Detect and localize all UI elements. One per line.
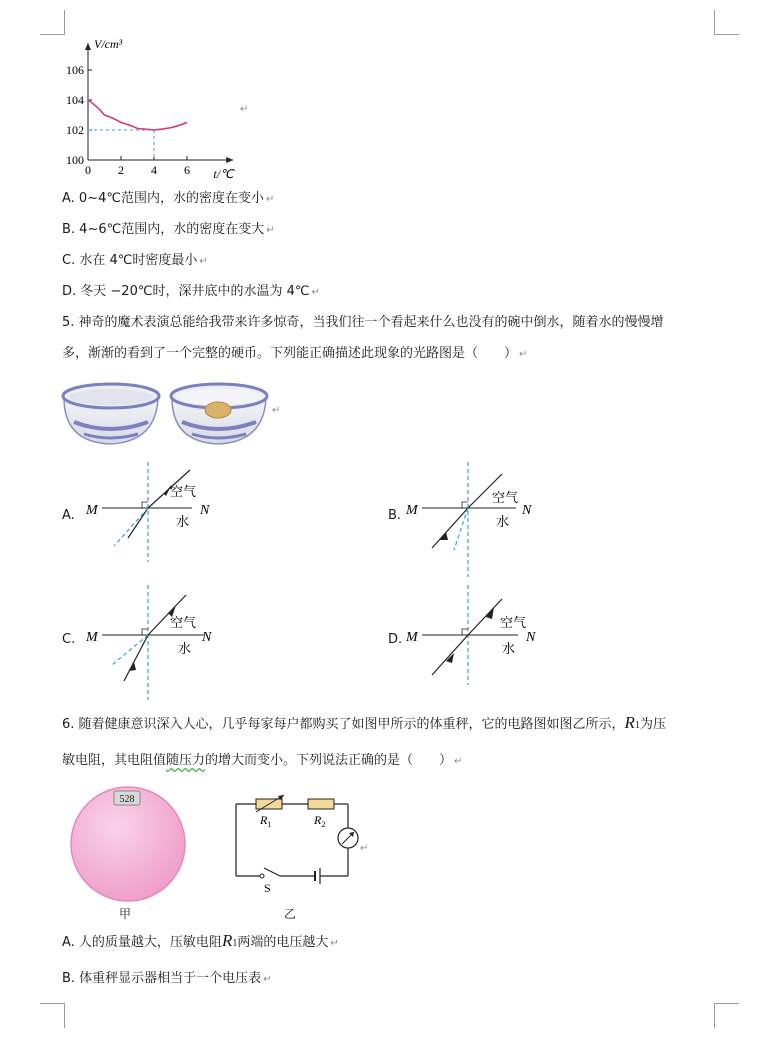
light-path-diagram-c bbox=[82, 585, 222, 700]
q6-stem-line-1: 6. 随着健康意识深入人心，几乎每家每户都购买了如图甲所示的体重秤，它的电路图如图乙所示，R1为压 bbox=[62, 713, 666, 732]
svg-text:R1: $R_1$ bbox=[260, 813, 272, 829]
x-axis-arrow bbox=[226, 157, 233, 163]
water-bowl-with-coin bbox=[171, 384, 267, 444]
volume-temperature-chart bbox=[55, 30, 255, 180]
y-axis-label: V/cm³ bbox=[94, 37, 123, 51]
svg-text:空气: 空气 bbox=[500, 616, 527, 631]
y-tick-label: 102 bbox=[66, 123, 84, 137]
page-corner-bottom-left bbox=[40, 1003, 65, 1028]
svg-text:M: M bbox=[406, 630, 418, 645]
x-tick-label: 2 bbox=[118, 163, 124, 177]
svg-text:水: 水 bbox=[502, 642, 516, 657]
x-tick-label: 0 bbox=[85, 163, 91, 177]
y-tick-label: 100 bbox=[66, 153, 84, 167]
coin-icon bbox=[205, 402, 231, 418]
caption-yi: 乙 bbox=[284, 907, 297, 921]
q6-option-b: B. 体重秤显示器相当于一个电压表 ↵ bbox=[62, 971, 272, 986]
q5-option-c-label: C. bbox=[62, 632, 76, 647]
svg-text:M: M bbox=[406, 503, 418, 518]
svg-text:528: 528 bbox=[119, 794, 135, 805]
q5-option-a-label: A. bbox=[62, 508, 75, 523]
svg-text:空气: 空气 bbox=[170, 485, 197, 500]
svg-text:N: N bbox=[522, 503, 532, 518]
svg-text:水: 水 bbox=[178, 642, 192, 657]
circuit-diagram bbox=[230, 790, 370, 900]
paragraph-mark: ↵ bbox=[272, 405, 281, 416]
page-corner-top-right bbox=[714, 10, 739, 35]
svg-text:M: M bbox=[86, 630, 98, 645]
svg-text:空气: 空气 bbox=[492, 491, 519, 506]
q5-option-d-label: D. bbox=[388, 632, 403, 647]
svg-text:R2: $R_2$ bbox=[314, 813, 326, 829]
bowls-illustration bbox=[60, 372, 280, 452]
light-path-diagram-d bbox=[402, 585, 552, 685]
q5-stem-line-1: 5. 神奇的魔术表演总能给我带来许多惊奇，当我们往一个看起来什么也没有的碗中倒水，随着水的慢慢增 bbox=[62, 315, 664, 330]
svg-text:N: N bbox=[200, 503, 210, 518]
empty-bowl bbox=[63, 384, 159, 444]
q4-option-d: D. 冬天 −20℃时，深井底中的水温为 4℃ ↵ bbox=[62, 284, 320, 299]
x-tick-label: 4 bbox=[151, 163, 157, 177]
svg-text:水: 水 bbox=[176, 515, 190, 530]
svg-text:水: 水 bbox=[496, 515, 510, 530]
light-path-diagram-a bbox=[82, 462, 222, 562]
switch-icon bbox=[264, 868, 280, 876]
resistor-r2 bbox=[308, 799, 334, 809]
q4-option-b: B. 4~6℃范围内，水的密度在变大 ↵ bbox=[62, 222, 275, 237]
q4-option-c: C. 水在 4℃时密度最小 ↵ bbox=[62, 253, 208, 268]
paragraph-mark: ↵ bbox=[360, 843, 369, 854]
svg-text:M: M bbox=[86, 503, 98, 518]
x-tick-label: 6 bbox=[184, 163, 190, 177]
q5-option-b-label: B. bbox=[388, 508, 402, 523]
y-tick-label: 104 bbox=[66, 93, 84, 107]
caption-jia: 甲 bbox=[119, 907, 132, 921]
volume-curve bbox=[88, 100, 187, 130]
svg-text:S: S bbox=[264, 881, 271, 895]
y-axis-arrow bbox=[85, 43, 91, 50]
q6-option-a: A. 人的质量越大，压敏电阻R1两端的电压越大 ↵ bbox=[62, 931, 339, 950]
y-tick-label: 106 bbox=[66, 63, 84, 77]
q4-option-a: A. 0~4℃范围内，水的密度在变小 ↵ bbox=[62, 191, 275, 206]
q6-stem-line-2: 敏电阻，其电阻值随压力的增大而变小。下列说法正确的是（ ） ↵ bbox=[62, 753, 463, 768]
page-corner-bottom-right bbox=[714, 1003, 739, 1028]
svg-text:空气: 空气 bbox=[170, 616, 197, 631]
light-path-diagram-b bbox=[402, 462, 552, 577]
svg-text:N: N bbox=[526, 630, 536, 645]
paragraph-mark: ↵ bbox=[240, 104, 249, 115]
q5-stem-line-2: 多，渐渐的看到了一个完整的硬币。下列能正确描述此现象的光路图是（ ） ↵ bbox=[62, 346, 528, 361]
weighing-scale-image bbox=[68, 782, 188, 904]
svg-text:N: N bbox=[202, 630, 212, 645]
x-axis-label: t/℃ bbox=[213, 167, 234, 180]
